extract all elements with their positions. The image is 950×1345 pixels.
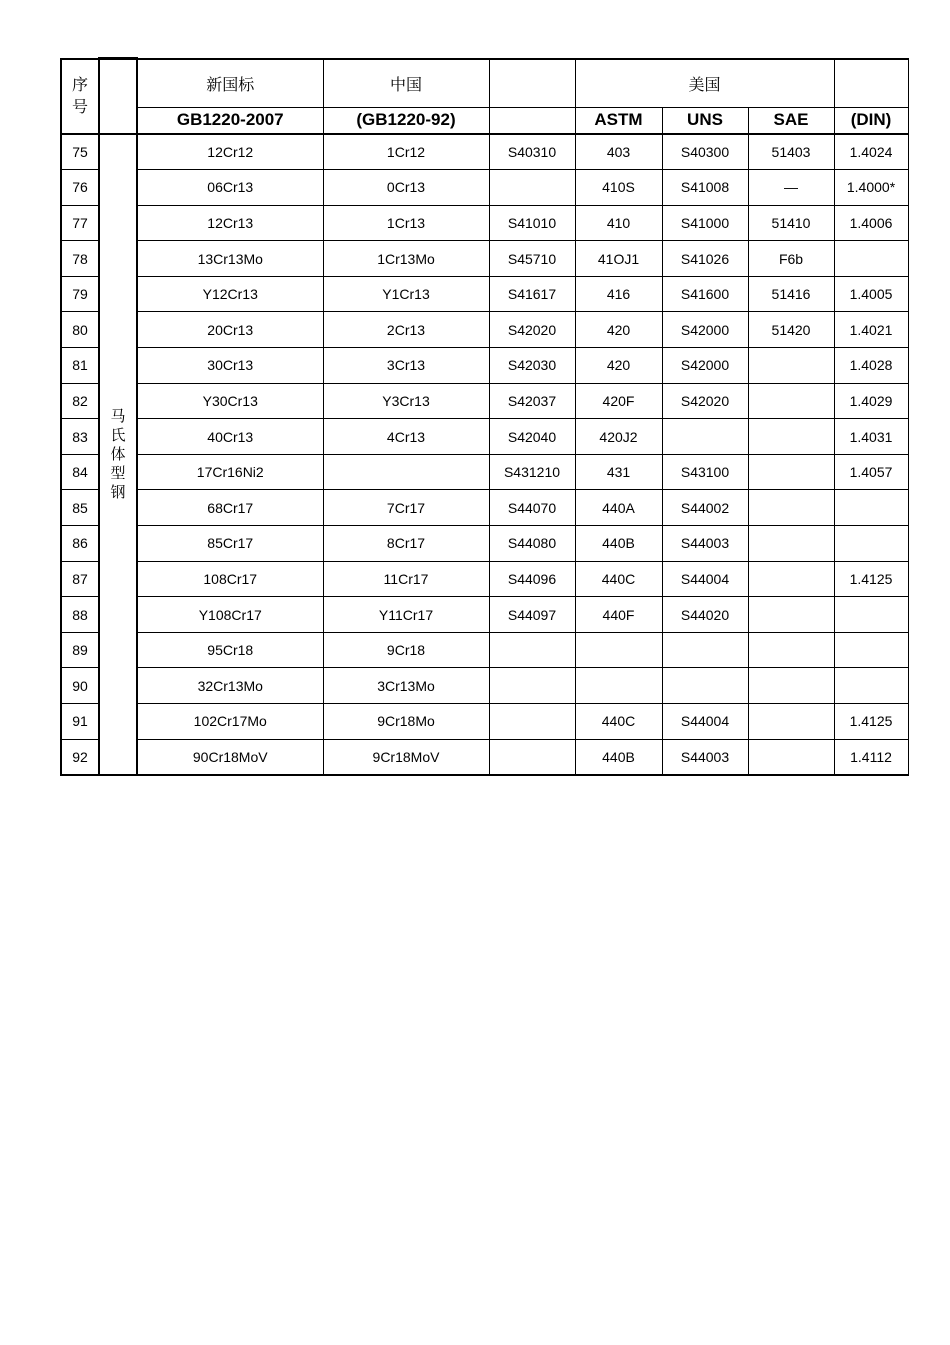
din-cell: 1.4021 — [834, 312, 908, 348]
seq-cell: 92 — [61, 739, 99, 775]
gb2007-cell: 108Cr17 — [137, 561, 323, 597]
sae-cell — [748, 704, 834, 740]
code-cell: S431210 — [489, 454, 575, 490]
astm-cell: 420J2 — [575, 419, 662, 455]
din-cell: 1.4005 — [834, 276, 908, 312]
table-row — [61, 597, 908, 633]
gb2007-cell: 85Cr17 — [137, 526, 323, 562]
uns-cell: S44020 — [662, 597, 748, 633]
uns-header: UNS — [662, 107, 748, 134]
code-cell: S44097 — [489, 597, 575, 633]
code-cell — [489, 739, 575, 775]
category-cell — [99, 134, 137, 776]
table-row — [61, 241, 908, 277]
category-char: 马 — [110, 406, 126, 425]
astm-cell: 410 — [575, 205, 662, 241]
blank-header — [489, 59, 575, 108]
gb2007-cell: 90Cr18MoV — [137, 739, 323, 775]
code-cell: S40310 — [489, 134, 575, 170]
table-row — [61, 668, 908, 704]
sae-cell — [748, 454, 834, 490]
sae-cell — [748, 561, 834, 597]
uns-cell — [662, 419, 748, 455]
table-row — [61, 205, 908, 241]
sae-cell — [748, 739, 834, 775]
gb2007-cell: 40Cr13 — [137, 419, 323, 455]
sae-cell — [748, 632, 834, 668]
uns-cell: S44003 — [662, 739, 748, 775]
din-cell: 1.4112 — [834, 739, 908, 775]
table-row — [61, 276, 908, 312]
uns-cell: S41026 — [662, 241, 748, 277]
astm-cell: 403 — [575, 134, 662, 170]
astm-cell: 440C — [575, 704, 662, 740]
code-cell: S42020 — [489, 312, 575, 348]
table-row — [61, 704, 908, 740]
xin-guo-biao-header: 新国标 — [137, 59, 323, 108]
table-row — [61, 526, 908, 562]
gb92-cell: 1Cr13 — [323, 205, 489, 241]
uns-cell: S44003 — [662, 526, 748, 562]
uns-cell: S44002 — [662, 490, 748, 526]
table-row — [61, 561, 908, 597]
gb2007-cell: 102Cr17Mo — [137, 704, 323, 740]
astm-cell: 431 — [575, 454, 662, 490]
gb92-cell: 9Cr18MoV — [323, 739, 489, 775]
steel-grade-table — [60, 57, 909, 776]
gb92-cell: 4Cr13 — [323, 419, 489, 455]
din-cell: 1.4125 — [834, 704, 908, 740]
category-header — [99, 59, 137, 134]
gb2007-cell: 12Cr13 — [137, 205, 323, 241]
gb2007-cell: 12Cr12 — [137, 134, 323, 170]
seq-cell: 76 — [61, 170, 99, 206]
gb2007-cell: 20Cr13 — [137, 312, 323, 348]
seq-cell: 88 — [61, 597, 99, 633]
code-cell — [489, 632, 575, 668]
table-row — [61, 739, 908, 775]
code-cell: S44096 — [489, 561, 575, 597]
astm-cell: 420 — [575, 348, 662, 384]
gb92-cell — [323, 454, 489, 490]
astm-cell: 416 — [575, 276, 662, 312]
seq-cell: 81 — [61, 348, 99, 384]
seq-cell: 78 — [61, 241, 99, 277]
astm-cell: 410S — [575, 170, 662, 206]
din-cell — [834, 668, 908, 704]
code-cell: S42030 — [489, 348, 575, 384]
gb92-cell: 8Cr17 — [323, 526, 489, 562]
code-cell — [489, 668, 575, 704]
gb2007-cell: Y30Cr13 — [137, 383, 323, 419]
sae-cell: 51403 — [748, 134, 834, 170]
din-cell: 1.4057 — [834, 454, 908, 490]
zhong-guo-header: 中国 — [323, 59, 489, 108]
code-cell — [489, 704, 575, 740]
sae-cell — [748, 419, 834, 455]
gb2007-cell: Y12Cr13 — [137, 276, 323, 312]
blank-header-din — [834, 59, 908, 108]
astm-cell: 420F — [575, 383, 662, 419]
gb92-cell: 3Cr13 — [323, 348, 489, 384]
sae-cell — [748, 348, 834, 384]
seq-cell: 85 — [61, 490, 99, 526]
astm-cell: 41OJ1 — [575, 241, 662, 277]
uns-cell: S44004 — [662, 561, 748, 597]
uns-cell: S41008 — [662, 170, 748, 206]
gb92-cell: Y3Cr13 — [323, 383, 489, 419]
code-header — [489, 107, 575, 134]
din-cell — [834, 597, 908, 633]
seq-cell: 79 — [61, 276, 99, 312]
astm-cell: 440B — [575, 526, 662, 562]
uns-cell — [662, 668, 748, 704]
sae-cell — [748, 490, 834, 526]
sae-cell: 51420 — [748, 312, 834, 348]
category-char: 钢 — [110, 482, 126, 501]
din-cell: 1.4000* — [834, 170, 908, 206]
seq-header-char: 序 — [71, 75, 88, 94]
category-char: 型 — [110, 463, 126, 482]
gb2007-header: GB1220-2007 — [137, 107, 323, 134]
gb92-cell: 9Cr18 — [323, 632, 489, 668]
gb2007-cell: 30Cr13 — [137, 348, 323, 384]
din-header: (DIN) — [834, 107, 908, 134]
code-cell: S42037 — [489, 383, 575, 419]
table-row — [61, 419, 908, 455]
table-row — [61, 383, 908, 419]
uns-cell: S41600 — [662, 276, 748, 312]
table-row — [61, 454, 908, 490]
seq-cell: 77 — [61, 205, 99, 241]
gb92-cell: 9Cr18Mo — [323, 704, 489, 740]
code-cell: S45710 — [489, 241, 575, 277]
gb2007-cell: 68Cr17 — [137, 490, 323, 526]
category-char: 体 — [110, 444, 126, 463]
seq-header — [61, 59, 99, 134]
table-row — [61, 490, 908, 526]
table-row — [61, 312, 908, 348]
astm-cell — [575, 632, 662, 668]
sae-cell — [748, 383, 834, 419]
header-row-1 — [61, 59, 908, 108]
code-cell: S44070 — [489, 490, 575, 526]
uns-cell: S43100 — [662, 454, 748, 490]
gb92-cell: 0Cr13 — [323, 170, 489, 206]
gb92-cell: 3Cr13Mo — [323, 668, 489, 704]
seq-cell: 86 — [61, 526, 99, 562]
sae-cell — [748, 668, 834, 704]
gb92-header: (GB1220-92) — [323, 107, 489, 134]
din-cell: 1.4029 — [834, 383, 908, 419]
gb92-cell: 11Cr17 — [323, 561, 489, 597]
gb2007-cell: Y108Cr17 — [137, 597, 323, 633]
seq-cell: 89 — [61, 632, 99, 668]
header-row-2 — [61, 107, 908, 134]
uns-cell: S40300 — [662, 134, 748, 170]
code-cell: S44080 — [489, 526, 575, 562]
din-cell — [834, 526, 908, 562]
gb2007-cell: 17Cr16Ni2 — [137, 454, 323, 490]
astm-cell — [575, 668, 662, 704]
sae-cell: — — [748, 170, 834, 206]
gb92-cell: Y11Cr17 — [323, 597, 489, 633]
sae-cell: 51416 — [748, 276, 834, 312]
seq-cell: 83 — [61, 419, 99, 455]
table-row — [61, 134, 908, 170]
seq-cell: 82 — [61, 383, 99, 419]
astm-cell: 440B — [575, 739, 662, 775]
table-row — [61, 348, 908, 384]
code-cell: S42040 — [489, 419, 575, 455]
sae-cell — [748, 597, 834, 633]
seq-cell: 91 — [61, 704, 99, 740]
astm-cell: 440C — [575, 561, 662, 597]
astm-cell: 440F — [575, 597, 662, 633]
astm-header: ASTM — [575, 107, 662, 134]
uns-cell — [662, 632, 748, 668]
seq-cell: 75 — [61, 134, 99, 170]
gb92-cell: 1Cr12 — [323, 134, 489, 170]
seq-cell: 87 — [61, 561, 99, 597]
uns-cell: S42000 — [662, 312, 748, 348]
gb2007-cell: 32Cr13Mo — [137, 668, 323, 704]
uns-cell: S44004 — [662, 704, 748, 740]
gb92-cell: 7Cr17 — [323, 490, 489, 526]
din-cell: 1.4125 — [834, 561, 908, 597]
din-cell — [834, 241, 908, 277]
gb92-cell: Y1Cr13 — [323, 276, 489, 312]
din-cell: 1.4006 — [834, 205, 908, 241]
din-cell: 1.4024 — [834, 134, 908, 170]
code-cell: S41010 — [489, 205, 575, 241]
sae-header: SAE — [748, 107, 834, 134]
sae-cell — [748, 526, 834, 562]
uns-cell: S42020 — [662, 383, 748, 419]
category-label — [100, 407, 136, 502]
gb2007-cell: 95Cr18 — [137, 632, 323, 668]
astm-cell: 420 — [575, 312, 662, 348]
code-cell: S41617 — [489, 276, 575, 312]
sae-cell: F6b — [748, 241, 834, 277]
category-char: 氏 — [110, 425, 126, 444]
din-cell: 1.4031 — [834, 419, 908, 455]
din-cell — [834, 490, 908, 526]
gb2007-cell: 06Cr13 — [137, 170, 323, 206]
table-row — [61, 632, 908, 668]
sae-cell: 51410 — [748, 205, 834, 241]
din-cell: 1.4028 — [834, 348, 908, 384]
table-row — [61, 170, 908, 206]
seq-header-char: 号 — [71, 97, 88, 116]
seq-cell: 80 — [61, 312, 99, 348]
seq-cell: 84 — [61, 454, 99, 490]
seq-cell: 90 — [61, 668, 99, 704]
din-cell — [834, 632, 908, 668]
mei-guo-header: 美国 — [575, 59, 834, 108]
gb92-cell: 2Cr13 — [323, 312, 489, 348]
gb2007-cell: 13Cr13Mo — [137, 241, 323, 277]
code-cell — [489, 170, 575, 206]
uns-cell: S42000 — [662, 348, 748, 384]
astm-cell: 440A — [575, 490, 662, 526]
uns-cell: S41000 — [662, 205, 748, 241]
gb92-cell: 1Cr13Mo — [323, 241, 489, 277]
